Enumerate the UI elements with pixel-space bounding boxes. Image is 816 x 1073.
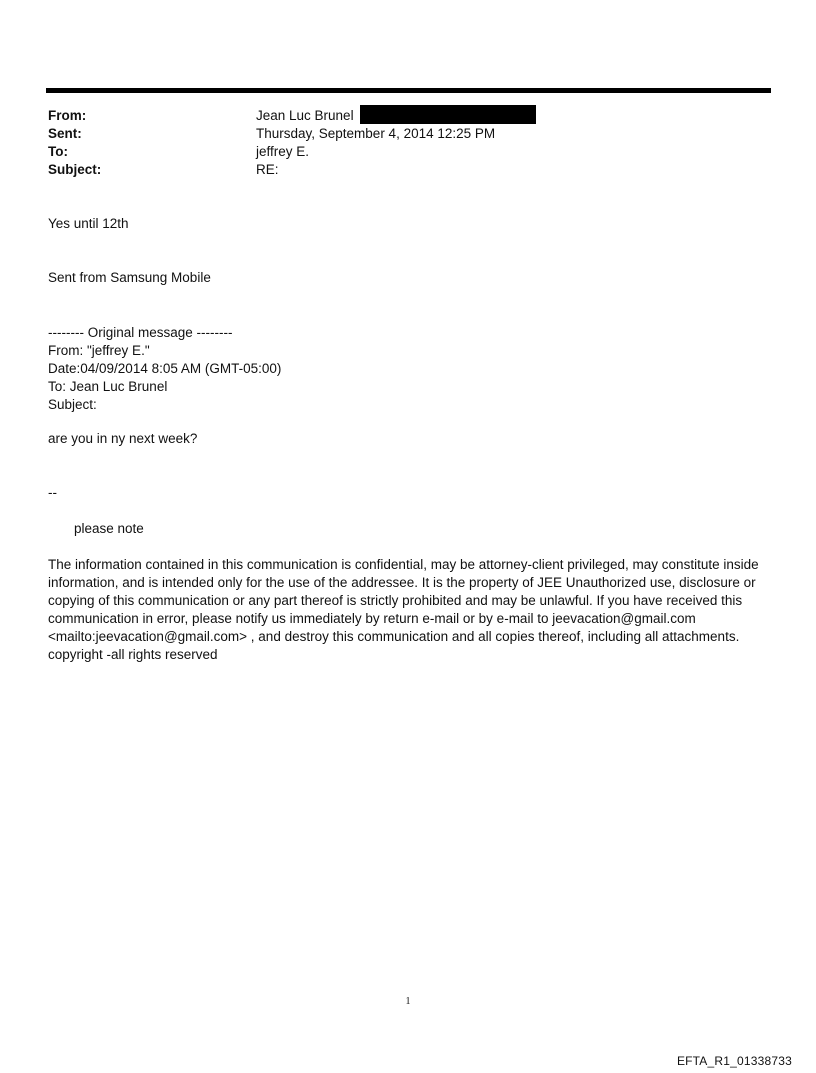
mobile-signature: Sent from Samsung Mobile	[48, 270, 211, 285]
sent-value: Thursday, September 4, 2014 12:25 PM	[256, 126, 496, 141]
from-value: Jean Luc Brunel	[256, 108, 354, 123]
original-from-line: From: "jeffrey E."	[48, 343, 150, 358]
original-to-line: To: Jean Luc Brunel	[48, 379, 168, 394]
original-subject-line: Subject:	[48, 397, 97, 412]
redaction-box	[360, 105, 536, 124]
subject-row	[48, 161, 768, 179]
to-row	[48, 143, 768, 161]
header-rule	[46, 88, 771, 93]
document-id: EFTA_R1_01338733	[676, 1054, 792, 1068]
from-label: From:	[48, 108, 87, 123]
from-row	[48, 107, 768, 125]
sent-row	[48, 125, 768, 143]
to-label: To:	[48, 144, 68, 159]
please-note: please note	[74, 521, 144, 536]
email-header	[48, 107, 768, 179]
original-message-header	[48, 324, 281, 414]
page-number: 1	[405, 996, 411, 1007]
to-value: jeffrey E.	[256, 144, 310, 159]
subject-value: RE:	[256, 162, 279, 177]
original-separator: -------- Original message --------	[48, 325, 233, 340]
original-date-line: Date:04/09/2014 8:05 AM (GMT-05:00)	[48, 361, 282, 376]
sent-label: Sent:	[48, 126, 82, 141]
confidentiality-disclaimer: The information contained in this communication is confidential, may be attorney-client privileged, may constitute inside information, and is intended only for the use of the addressee. It is the property of JEE Unauthorized use, disclosure or copying of this communication or any part thereof is strictly prohibited and may be unlawful. If you have received this communication in error, please notify us immediately by return e-mail or by e-mail to jeevacation@gmail.com <mailto:jeevacation@gmail.com> , and destroy this communication and all copies thereof, including all attachments. copyright -all rights reserved	[48, 557, 759, 662]
from-value-wrap	[256, 107, 536, 125]
original-body: are you in ny next week?	[48, 431, 198, 446]
reply-text: Yes until 12th	[48, 216, 129, 231]
signature-dashes: --	[48, 485, 57, 500]
subject-label: Subject:	[48, 162, 102, 177]
